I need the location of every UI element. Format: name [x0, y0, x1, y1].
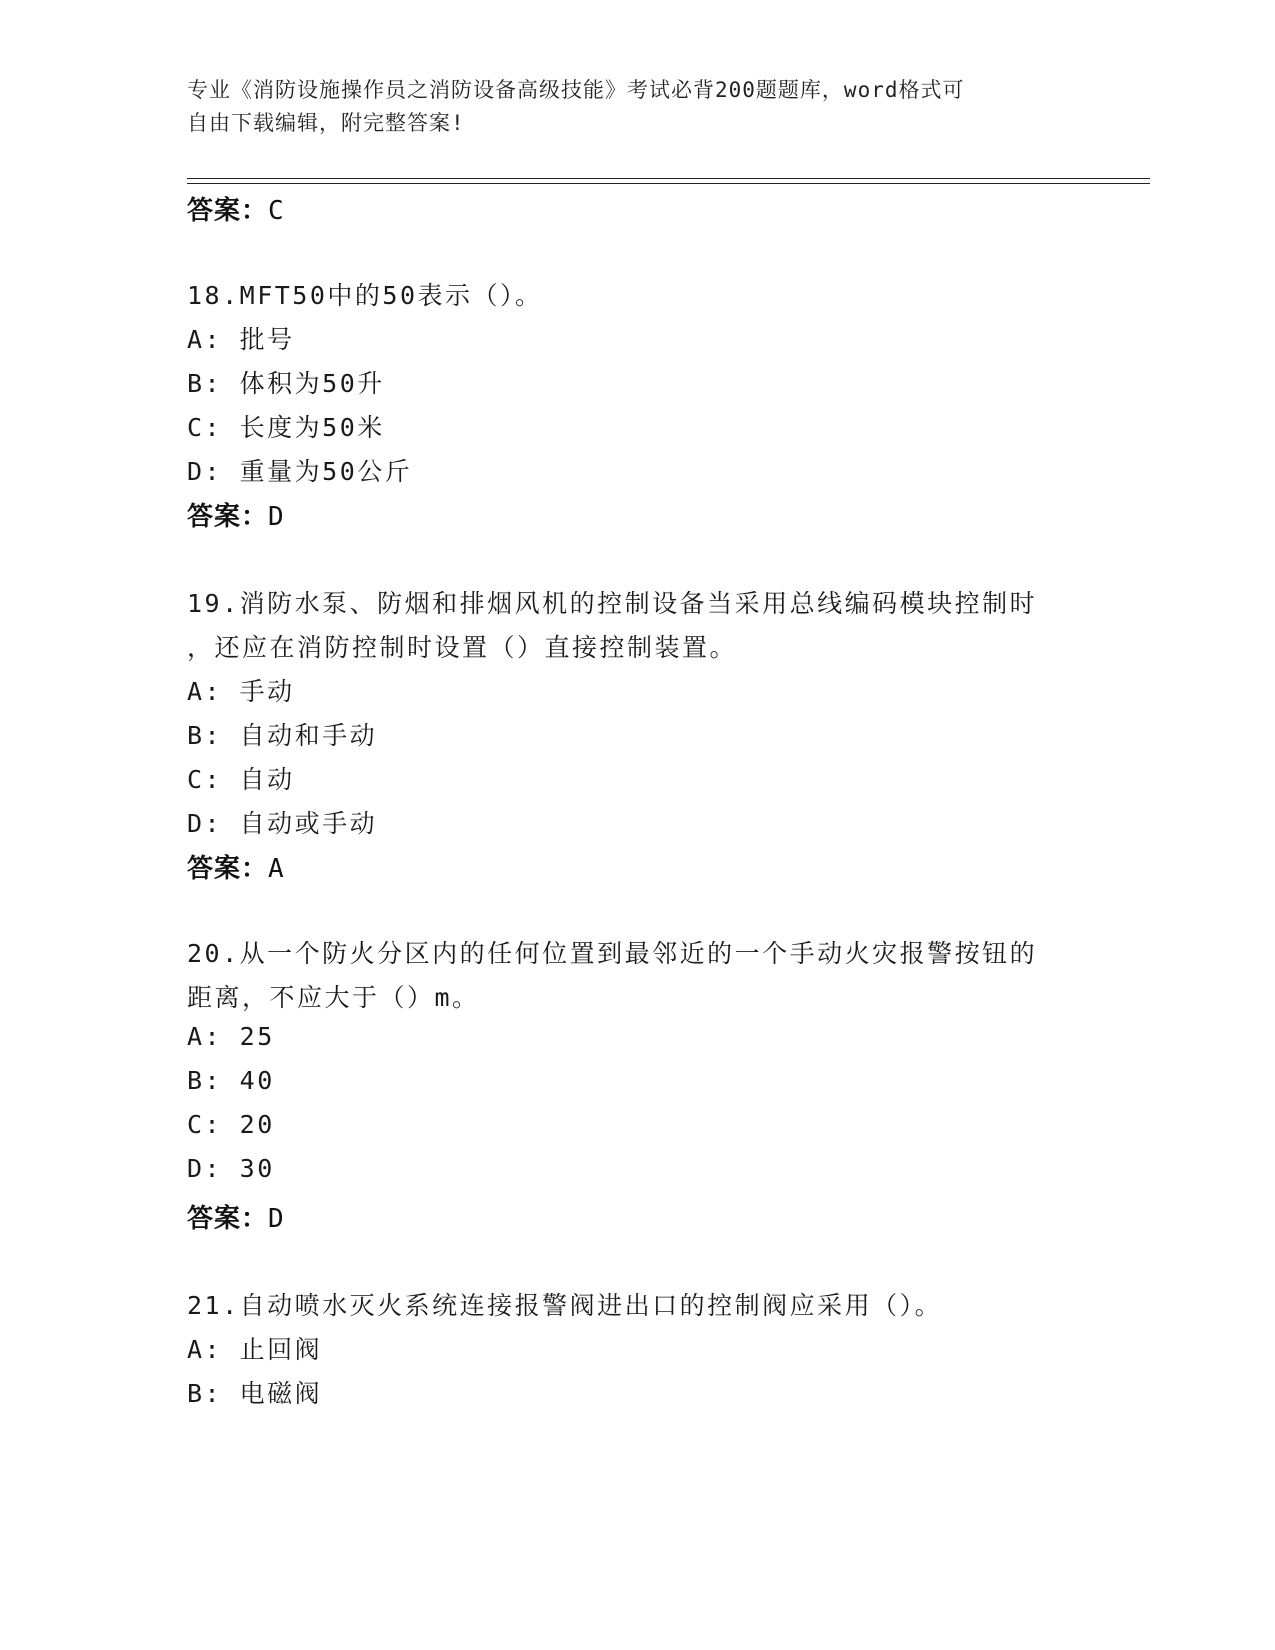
option-a: A: 止回阀	[187, 1335, 323, 1364]
answer-label: 答案：	[187, 854, 269, 884]
option-b: B: 自动和手动	[187, 721, 378, 750]
question-stem-line: 18.MFT50中的50表示（）。	[187, 281, 543, 310]
answer-line	[187, 190, 285, 227]
document-header	[187, 74, 1087, 140]
answer-label: 答案：	[187, 502, 269, 532]
answer-value: D	[268, 502, 285, 532]
option-c: C: 20	[187, 1110, 275, 1139]
option-a: A: 手动	[187, 677, 295, 706]
answer-line	[187, 848, 285, 885]
answer-value: A	[268, 854, 285, 884]
question-stem-line: ，还应在消防控制时设置（）直接控制装置。	[187, 633, 738, 662]
header-divider-top	[187, 178, 1150, 179]
question-stem-line: 距离，不应大于（）m。	[187, 983, 480, 1012]
header-line-1: 专业《消防设施操作员之消防设备高级技能》考试必背200题题库，word格式可	[187, 78, 965, 102]
answer-line	[187, 496, 285, 533]
option-d: D: 30	[187, 1154, 275, 1183]
option-a: A: 批号	[187, 325, 295, 354]
header-line-2: 自由下载编辑，附完整答案!	[187, 111, 465, 135]
question-stem-line: 19.消防水泵、防烟和排烟风机的控制设备当采用总线编码模块控制时	[187, 589, 1038, 618]
option-d: D: 重量为50公斤	[187, 457, 413, 486]
question-stem-line: 20.从一个防火分区内的任何位置到最邻近的一个手动火灾报警按钮的	[187, 939, 1038, 968]
answer-label: 答案：	[187, 196, 269, 226]
option-d: D: 自动或手动	[187, 809, 378, 838]
option-b: B: 40	[187, 1066, 275, 1095]
answer-value: C	[268, 196, 285, 226]
option-b: B: 电磁阀	[187, 1379, 323, 1408]
option-c: C: 自动	[187, 765, 295, 794]
answer-value: D	[268, 1204, 285, 1234]
answer-line	[187, 1198, 285, 1235]
option-c: C: 长度为50米	[187, 413, 385, 442]
question-stem-line: 21.自动喷水灭火系统连接报警阀进出口的控制阀应采用（）。	[187, 1291, 943, 1320]
option-a: A: 25	[187, 1022, 275, 1051]
option-b: B: 体积为50升	[187, 369, 385, 398]
answer-label: 答案：	[187, 1204, 269, 1234]
header-divider-bottom	[187, 183, 1150, 184]
